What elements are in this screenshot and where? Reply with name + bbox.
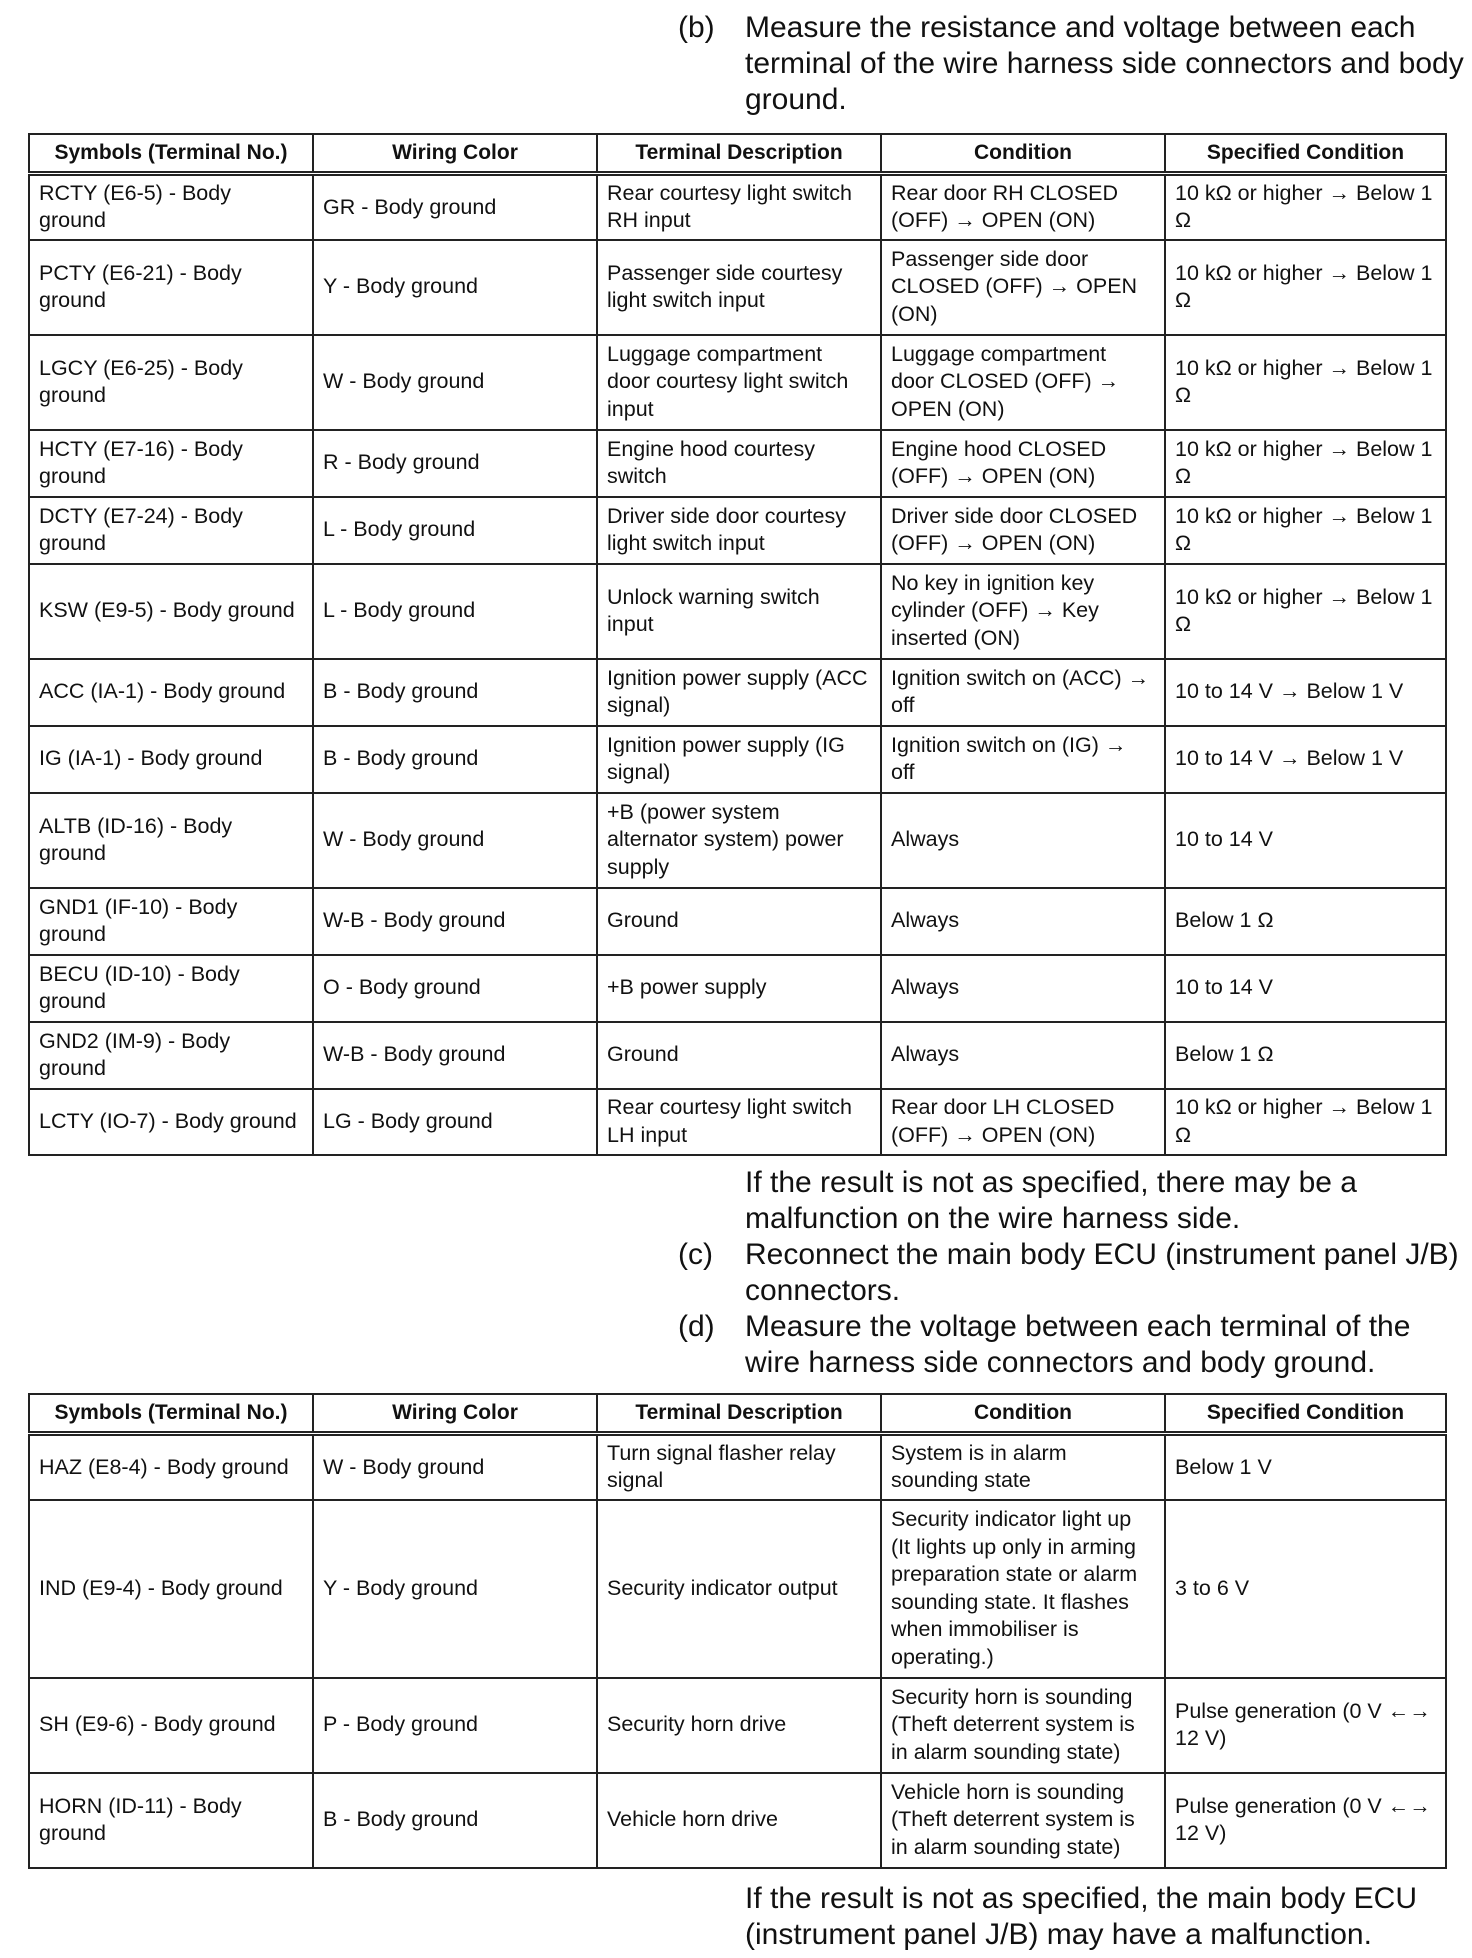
table-row: [29, 1089, 1446, 1155]
header-condition: Condition: [881, 1394, 1165, 1434]
table-row: [29, 1773, 1446, 1868]
step-b-label: (b): [678, 11, 715, 44]
table-row: [29, 1678, 1446, 1773]
table-row: [29, 240, 1446, 335]
wiring-color-cell: L - Body ground: [313, 497, 597, 564]
condition-cell: Engine hood CLOSED (OFF) → OPEN (ON): [881, 430, 1165, 497]
header-specified-condition: Specified Condition: [1165, 134, 1446, 174]
wiring-color-cell: O - Body ground: [313, 955, 597, 1022]
wiring-color-cell: Y - Body ground: [313, 1500, 597, 1678]
resistance-voltage-table: [28, 133, 1447, 1156]
wiring-color-cell: Y - Body ground: [313, 240, 597, 335]
condition-cell: Vehicle horn is sounding (Theft deterrent system is in alarm sounding state): [881, 1773, 1165, 1868]
note-wire-harness: If the result is not as specified, there may be a malfunction on the wire harness side.: [745, 1166, 1357, 1235]
terminal-description-cell: Security horn drive: [597, 1678, 881, 1773]
specified-condition-cell: Below 1 Ω: [1165, 888, 1446, 955]
terminal-description-cell: Ignition power supply (ACC signal): [597, 659, 881, 726]
terminal-description-cell: Ignition power supply (IG signal): [597, 726, 881, 793]
wiring-color-cell: B - Body ground: [313, 726, 597, 793]
table-row: [29, 335, 1446, 430]
condition-cell: Security horn is sounding (Theft deterrent system is in alarm sounding state): [881, 1678, 1165, 1773]
specified-condition-cell: 10 kΩ or higher → Below 1 Ω: [1165, 174, 1446, 240]
condition-cell: Ignition switch on (ACC) → off: [881, 659, 1165, 726]
header-wiring-color: Wiring Color: [313, 134, 597, 174]
wiring-color-cell: W-B - Body ground: [313, 1022, 597, 1089]
table-row: [29, 1022, 1446, 1089]
specified-condition-cell: 3 to 6 V: [1165, 1500, 1446, 1678]
table-row: [29, 726, 1446, 793]
step-c-label: (c): [678, 1238, 713, 1271]
header-terminal-description: Terminal Description: [597, 1394, 881, 1434]
symbols-cell: RCTY (E6-5) - Body ground: [29, 174, 313, 240]
table-header-row: [29, 1394, 1446, 1434]
table-row: [29, 793, 1446, 888]
step-d-label: (d): [678, 1310, 715, 1343]
table-row: [29, 1500, 1446, 1678]
symbols-cell: IG (IA-1) - Body ground: [29, 726, 313, 793]
specified-condition-cell: Pulse generation (0 V ←→ 12 V): [1165, 1678, 1446, 1773]
symbols-cell: SH (E9-6) - Body ground: [29, 1678, 313, 1773]
symbols-cell: HORN (ID-11) - Body ground: [29, 1773, 313, 1868]
wiring-color-cell: L - Body ground: [313, 564, 597, 659]
terminal-description-cell: Ground: [597, 1022, 881, 1089]
table-row: [29, 659, 1446, 726]
header-symbols: Symbols (Terminal No.): [29, 1394, 313, 1434]
condition-cell: Rear door LH CLOSED (OFF) → OPEN (ON): [881, 1089, 1165, 1155]
symbols-cell: ACC (IA-1) - Body ground: [29, 659, 313, 726]
condition-cell: System is in alarm sounding state: [881, 1434, 1165, 1500]
step-c-text: Reconnect the main body ECU (instrument panel J/B) connectors.: [745, 1238, 1459, 1307]
step-b-text: Measure the resistance and voltage between each terminal of the wire harness side connectors and body ground.: [745, 11, 1464, 116]
symbols-cell: BECU (ID-10) - Body ground: [29, 955, 313, 1022]
table-row: [29, 497, 1446, 564]
header-wiring-color: Wiring Color: [313, 1394, 597, 1434]
terminal-description-cell: +B (power system alternator system) power supply: [597, 793, 881, 888]
symbols-cell: KSW (E9-5) - Body ground: [29, 564, 313, 659]
table-row: [29, 1434, 1446, 1500]
specified-condition-cell: 10 kΩ or higher → Below 1 Ω: [1165, 430, 1446, 497]
condition-cell: Rear door RH CLOSED (OFF) → OPEN (ON): [881, 174, 1165, 240]
specified-condition-cell: 10 to 14 V: [1165, 793, 1446, 888]
symbols-cell: HCTY (E7-16) - Body ground: [29, 430, 313, 497]
terminal-description-cell: Passenger side courtesy light switch input: [597, 240, 881, 335]
specified-condition-cell: 10 kΩ or higher → Below 1 Ω: [1165, 335, 1446, 430]
symbols-cell: IND (E9-4) - Body ground: [29, 1500, 313, 1678]
wiring-color-cell: W - Body ground: [313, 335, 597, 430]
condition-cell: Always: [881, 1022, 1165, 1089]
table-header-row: [29, 134, 1446, 174]
condition-cell: Always: [881, 888, 1165, 955]
terminal-description-cell: Rear courtesy light switch RH input: [597, 174, 881, 240]
terminal-description-cell: Luggage compartment door courtesy light switch input: [597, 335, 881, 430]
condition-cell: Security indicator light up (It lights up only in arming preparation state or alarm sounding state. It flashes when immobiliser is operating.): [881, 1500, 1165, 1678]
header-terminal-description: Terminal Description: [597, 134, 881, 174]
wiring-color-cell: GR - Body ground: [313, 174, 597, 240]
specified-condition-cell: Pulse generation (0 V ←→ 12 V): [1165, 1773, 1446, 1868]
terminal-description-cell: Security indicator output: [597, 1500, 881, 1678]
wiring-color-cell: W-B - Body ground: [313, 888, 597, 955]
specified-condition-cell: 10 kΩ or higher → Below 1 Ω: [1165, 240, 1446, 335]
wiring-color-cell: W - Body ground: [313, 1434, 597, 1500]
voltage-table: [28, 1393, 1447, 1869]
header-symbols: Symbols (Terminal No.): [29, 134, 313, 174]
terminal-description-cell: Engine hood courtesy switch: [597, 430, 881, 497]
symbols-cell: DCTY (E7-24) - Body ground: [29, 497, 313, 564]
specified-condition-cell: 10 kΩ or higher → Below 1 Ω: [1165, 564, 1446, 659]
symbols-cell: LGCY (E6-25) - Body ground: [29, 335, 313, 430]
table2-body: [29, 1434, 1446, 1868]
wiring-color-cell: LG - Body ground: [313, 1089, 597, 1155]
condition-cell: Always: [881, 955, 1165, 1022]
specified-condition-cell: Below 1 Ω: [1165, 1022, 1446, 1089]
symbols-cell: GND2 (IM-9) - Body ground: [29, 1022, 313, 1089]
step-d-text: Measure the voltage between each terminal of the wire harness side connectors and body ground.: [745, 1310, 1411, 1379]
note-ecu-malfunction: If the result is not as specified, the main body ECU (instrument panel J/B) may have a malfunction.: [745, 1882, 1417, 1951]
condition-cell: Passenger side door CLOSED (OFF) → OPEN (ON): [881, 240, 1165, 335]
table1-body: [29, 174, 1446, 1155]
table-row: [29, 174, 1446, 240]
condition-cell: Ignition switch on (IG) → off: [881, 726, 1165, 793]
condition-cell: Always: [881, 793, 1165, 888]
table-row: [29, 564, 1446, 659]
terminal-description-cell: Vehicle horn drive: [597, 1773, 881, 1868]
wiring-color-cell: P - Body ground: [313, 1678, 597, 1773]
terminal-description-cell: Turn signal flasher relay signal: [597, 1434, 881, 1500]
wiring-color-cell: W - Body ground: [313, 793, 597, 888]
specified-condition-cell: Below 1 V: [1165, 1434, 1446, 1500]
table-row: [29, 888, 1446, 955]
condition-cell: Driver side door CLOSED (OFF) → OPEN (ON): [881, 497, 1165, 564]
header-specified-condition: Specified Condition: [1165, 1394, 1446, 1434]
symbols-cell: PCTY (E6-21) - Body ground: [29, 240, 313, 335]
terminal-description-cell: Unlock warning switch input: [597, 564, 881, 659]
specified-condition-cell: 10 kΩ or higher → Below 1 Ω: [1165, 1089, 1446, 1155]
symbols-cell: ALTB (ID-16) - Body ground: [29, 793, 313, 888]
condition-cell: No key in ignition key cylinder (OFF) → Key inserted (ON): [881, 564, 1165, 659]
terminal-description-cell: Driver side door courtesy light switch input: [597, 497, 881, 564]
symbols-cell: HAZ (E8-4) - Body ground: [29, 1434, 313, 1500]
table-row: [29, 955, 1446, 1022]
table-row: [29, 430, 1446, 497]
terminal-description-cell: Rear courtesy light switch LH input: [597, 1089, 881, 1155]
specified-condition-cell: 10 to 14 V → Below 1 V: [1165, 659, 1446, 726]
wiring-color-cell: B - Body ground: [313, 1773, 597, 1868]
terminal-description-cell: +B power supply: [597, 955, 881, 1022]
specified-condition-cell: 10 kΩ or higher → Below 1 Ω: [1165, 497, 1446, 564]
wiring-color-cell: R - Body ground: [313, 430, 597, 497]
symbols-cell: LCTY (IO-7) - Body ground: [29, 1089, 313, 1155]
specified-condition-cell: 10 to 14 V → Below 1 V: [1165, 726, 1446, 793]
symbols-cell: GND1 (IF-10) - Body ground: [29, 888, 313, 955]
wiring-color-cell: B - Body ground: [313, 659, 597, 726]
condition-cell: Luggage compartment door CLOSED (OFF) → OPEN (ON): [881, 335, 1165, 430]
header-condition: Condition: [881, 134, 1165, 174]
specified-condition-cell: 10 to 14 V: [1165, 955, 1446, 1022]
terminal-description-cell: Ground: [597, 888, 881, 955]
